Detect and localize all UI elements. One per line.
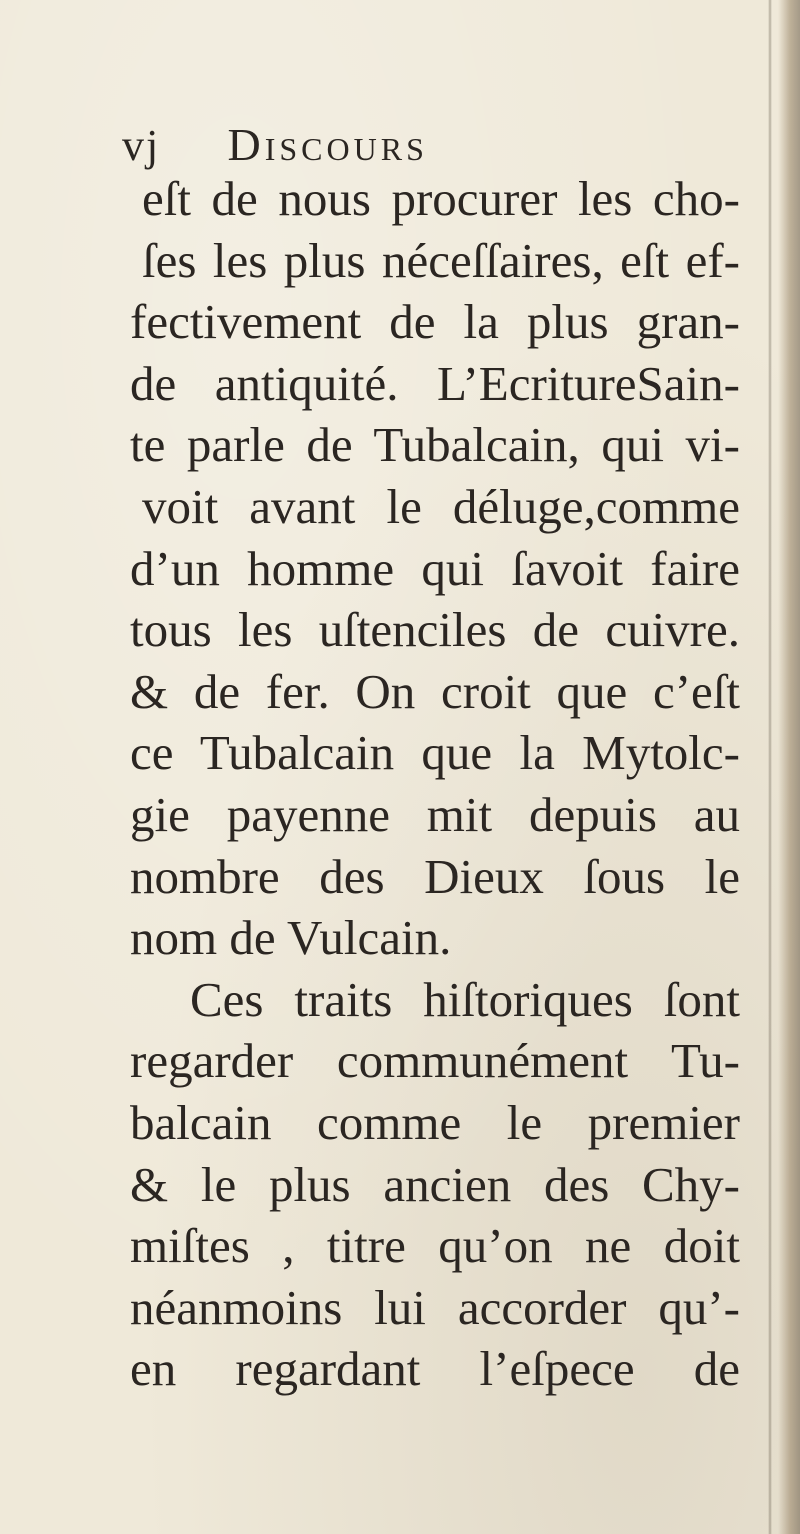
text-line: néanmoins lui accorder qu’- [130,1279,740,1335]
page-edge-shadow [778,0,800,1534]
text-line-part: nom de Vulcain. [130,910,452,966]
text-line: d’un homme qui ſavoit faire [130,540,740,596]
text-line: & de fer. On croit que c’eſt [130,663,740,719]
text-line: ce Tubalcain que la Mytolc- [130,725,740,781]
text-line: eſt de nous procurer les cho- [142,171,740,226]
text-line: voit avant le déluge,comme [142,478,740,534]
text-line: gie payenne mit depuis au [130,786,740,842]
text-line: regarder communément Tu- [130,1033,740,1089]
text-line: en regardant l’eſpece de [130,1341,740,1397]
text-line: nombre des Dieux ſous le [130,848,740,904]
text-line: Ces traits hiſtoriques ſont [190,971,740,1027]
text-line: tous les uſtenciles de cuivre. [130,602,740,658]
text-line: fectivement de la plus gran- [130,294,740,350]
text-line: & le plus ancien des Chy- [130,1156,740,1212]
page-number: vj [122,121,161,170]
running-title: Discours [227,119,428,170]
text-line: ſes les plus néceſſaires, eſt ef- [142,232,740,288]
text-line: de antiquité. L’EcritureSain- [130,355,740,411]
text-line: balcain comme le premier [130,1094,740,1150]
running-header [122,118,428,171]
text-line [130,907,740,969]
page-fold-line [768,0,772,1534]
body-text [130,168,740,1400]
text-line: te parle de Tubalcain, qui vi- [130,417,740,473]
text-line: miſtes , titre qu’on ne doit [130,1218,740,1274]
